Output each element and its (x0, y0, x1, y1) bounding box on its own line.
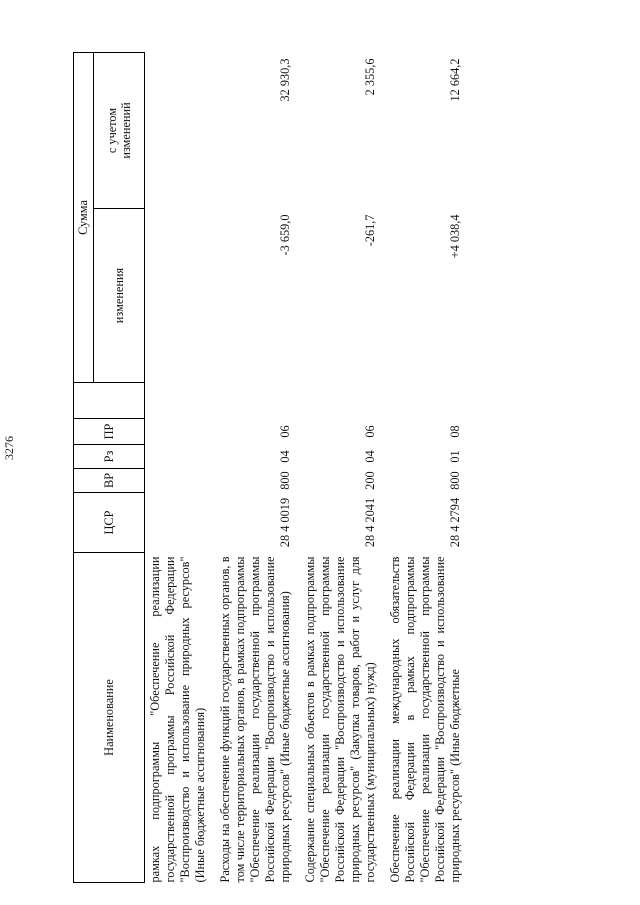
row-total: 32 930,3 (278, 58, 292, 102)
header-with-changes (94, 52, 145, 208)
header-sum: Сумма (74, 52, 94, 382)
row-vr: 200 (363, 471, 377, 490)
row-spacer (388, 383, 473, 419)
row-vr (145, 469, 219, 493)
row-vr: 800 (278, 471, 292, 490)
row-pr (145, 419, 219, 445)
row-name: Содержание специальных объектов в рамках подпрограммы "Обеспечение реализации государственной программы Российской Федерации "Воспроизводство и использование природных ресурсов" (Закупка товаров, работ и услуг для государственных (муниципальных) нужд) (303, 556, 377, 883)
row-name: рамках подпрограммы "Обеспечение реализации государственной программы Российской Федерации "Воспроизводство и использование природных ресурсов" (Иные бюджетные ассигнования) (148, 556, 207, 883)
row-csr: 28 4 2041 (363, 497, 377, 548)
row-total: 2 355,6 (363, 58, 377, 96)
row-total (145, 52, 219, 208)
row-rz (145, 445, 219, 469)
row-name: Обеспечение реализации международных обязательств Российской Федерации в рамках подпрограммы "Обеспечение реализации государственной программы Российской Федерации "Воспроизводство и использование природных ресурсов" (Иные бюджетные (388, 556, 462, 883)
header-vr: ВР (74, 469, 145, 493)
header-rz: Рз (74, 445, 145, 469)
row-rz: 04 (363, 450, 377, 463)
table-header-row (74, 52, 94, 882)
row-spacer (145, 383, 219, 419)
row-csr: 28 4 2794 (448, 497, 462, 548)
row-pr: 08 (448, 425, 462, 438)
row-vr: 800 (448, 471, 462, 490)
header-pr: ПР (74, 419, 145, 445)
header-changes: изменения (94, 209, 145, 383)
header-spacer (74, 383, 145, 419)
row-change: -3 659,0 (278, 214, 292, 256)
row-csr (145, 493, 219, 553)
table-row (388, 52, 473, 882)
table-row (303, 52, 388, 882)
row-change: -261,7 (363, 214, 377, 247)
row-csr: 28 4 0019 (278, 497, 292, 548)
row-rz: 01 (448, 450, 462, 463)
header-name: Наименование (74, 553, 145, 883)
row-change: +4 038,4 (448, 214, 462, 259)
table-row (145, 52, 219, 882)
row-pr: 06 (363, 425, 377, 438)
row-pr: 06 (278, 425, 292, 438)
page-number: 3276 (2, 436, 16, 460)
header-csr: ЦСР (74, 493, 145, 553)
row-total: 12 664,2 (448, 58, 462, 102)
row-name: Расходы на обеспечение функций государственных органов, в том числе территориальных органов, в рамках подпрограммы "Обеспечение реализации государственной программы Российской Федерации "Воспроизводство и использование природных ресурсов" (Иные бюджетные ассигнования) (218, 556, 292, 883)
row-rz: 04 (278, 450, 292, 463)
budget-table (73, 52, 473, 883)
table-row (218, 52, 303, 882)
row-spacer (303, 383, 388, 419)
header-with-changes-line2: изменений (119, 102, 133, 159)
row-change (145, 209, 219, 383)
header-with-changes-line1: с учетом (105, 107, 119, 154)
row-spacer (218, 383, 303, 419)
